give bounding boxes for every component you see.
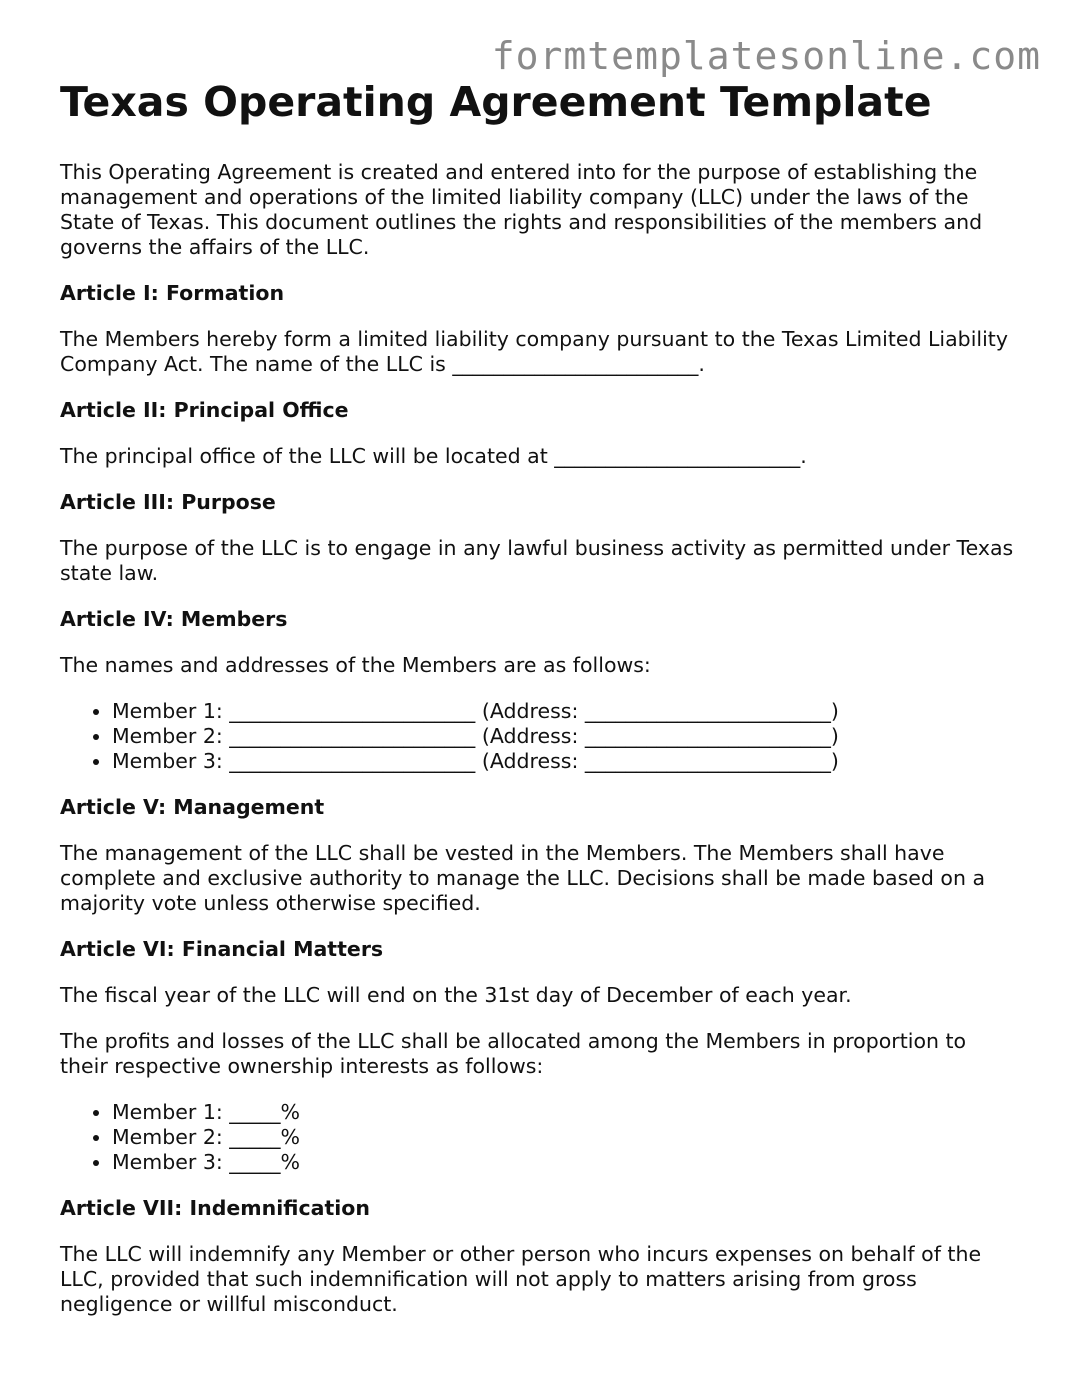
article-4-text: The names and addresses of the Members are as follows: <box>60 653 651 677</box>
article-7-text: The LLC will indemnify any Member or other person who incurs expenses on behalf of the LLC, provided that such indemnification will not apply to matters arising from gross negligence or willful misconduct. <box>60 1242 982 1316</box>
article-6-heading: Article VI: Financial Matters <box>60 937 384 961</box>
article-5-heading: Article V: Management <box>60 795 325 819</box>
list-item: • Member 2: _____% <box>112 1125 1020 1150</box>
article-4-heading: Article IV: Members <box>60 607 288 631</box>
list-item: • Member 2: ________________________ (Address: ________________________) <box>112 724 1020 749</box>
document-title: Texas Operating Agreement Template <box>60 78 932 126</box>
article-7-heading: Article VII: Indemnification <box>60 1196 370 1220</box>
article-2-text: The principal office of the LLC will be located at ________________________. <box>60 444 807 468</box>
watermark: formtemplatesonline.com <box>491 34 1041 78</box>
list-item: • Member 3: _____% <box>112 1150 1020 1175</box>
members-list <box>60 699 1020 774</box>
document-body <box>60 78 1020 1338</box>
intro-paragraph: This Operating Agreement is created and entered into for the purpose of establishing the management and operations of the limited liability company (LLC) under the laws of the State of Texas. This document outlines the rights and responsibilities of the members and governs the affairs of the LLC. <box>60 160 983 259</box>
article-3-text: The purpose of the LLC is to engage in any lawful business activity as permitted under Texas state law. <box>60 536 1014 585</box>
ownership-list <box>60 1100 1020 1175</box>
article-5-text: The management of the LLC shall be vested in the Members. The Members shall have complete and exclusive authority to manage the LLC. Decisions shall be made based on a majority vote unless otherwise specified. <box>60 841 986 915</box>
article-6-text-fiscal: The fiscal year of the LLC will end on the 31st day of December of each year. <box>60 983 852 1007</box>
list-item: • Member 3: ________________________ (Address: ________________________) <box>112 749 1020 774</box>
list-item: • Member 1: ________________________ (Address: ________________________) <box>112 699 1020 724</box>
article-3-heading: Article III: Purpose <box>60 490 276 514</box>
article-1-text: The Members hereby form a limited liability company pursuant to the Texas Limited Liability Company Act. The name of the LLC is ________________________. <box>60 327 1008 376</box>
article-2-heading: Article II: Principal Office <box>60 398 349 422</box>
article-1-heading: Article I: Formation <box>60 281 285 305</box>
article-6-text-allocation: The profits and losses of the LLC shall be allocated among the Members in proportion to their respective ownership interests as follows: <box>60 1029 967 1078</box>
list-item: • Member 1: _____% <box>112 1100 1020 1125</box>
